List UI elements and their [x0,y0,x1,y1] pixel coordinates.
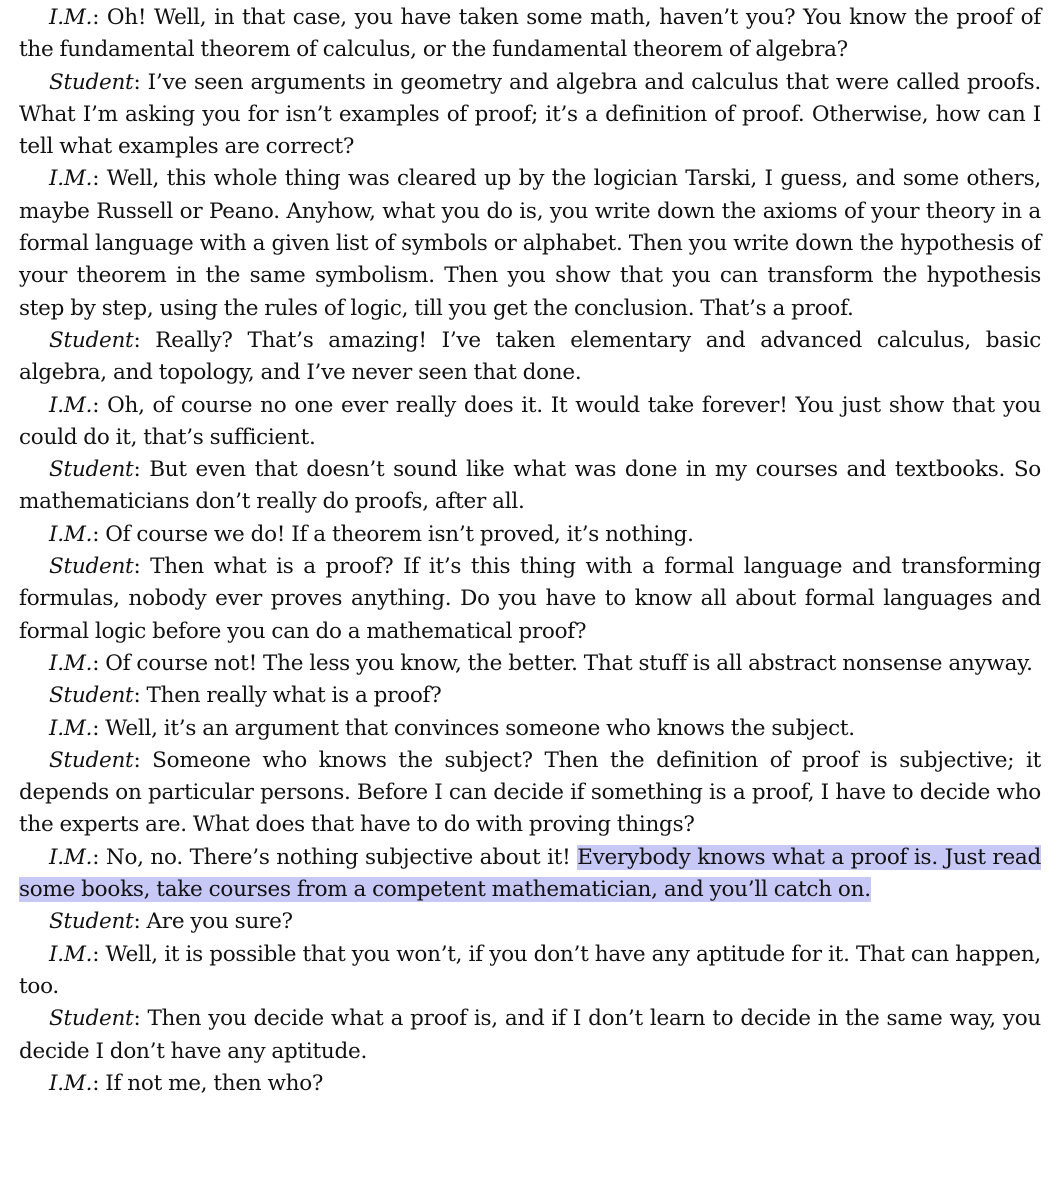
speaker-separator: : [92,392,108,418]
speaker-separator: : [133,1006,148,1032]
speaker-label: I.M. [49,844,93,870]
paragraph-text: Are you sure? [146,909,293,935]
paragraph-text: Then you decide what a proof is, and if I don’t learn to decide in the same way, you decide I don’t have any aptitude. [19,1006,1041,1064]
paragraph-text: No, no. There’s nothing subjective about it! [105,844,578,870]
speaker-label: I.M. [49,1070,93,1096]
paragraph-text: Oh, of course no one ever really does it. It would take forever! You just show that you could do it, that’s sufficient. [19,392,1042,450]
speaker-label: I.M. [49,392,93,418]
dialogue-paragraph [19,680,1041,712]
dialogue-paragraph [19,1003,1041,1068]
dialogue-paragraph [19,713,1041,745]
paragraph-text: Someone who knows the subject? Then the definition of proof is subjective; it depends on particular persons. Before I can decide if something is a proof, I have to decide who the experts are. What does that have to do with proving things? [19,747,1041,838]
dialogue-paragraph [19,390,1041,455]
dialogue-paragraph [19,842,1041,907]
speaker-label: Student [49,683,134,709]
document-page [19,2,1041,1100]
dialogue-paragraph [19,648,1041,680]
speaker-label: Student [49,909,134,935]
speaker-separator: : [92,941,106,967]
speaker-label: Student [49,457,134,483]
paragraph-text: Of course we do! If a theorem isn’t proved, it’s nothing. [105,521,694,547]
dialogue-paragraph [19,325,1041,390]
paragraph-text: I’ve seen arguments in geometry and algebra and calculus that were called proofs. What I’m asking you for isn’t examples of proof; it’s a definition of proof. Otherwise, how can I tell what examples are correct? [19,69,1042,160]
speaker-separator: : [92,5,107,30]
dialogue-paragraph [19,1068,1041,1100]
speaker-label: I.M. [49,715,93,741]
dialogue-paragraph [19,519,1041,551]
speaker-label: I.M. [49,941,93,967]
speaker-separator: : [92,715,106,741]
dialogue-paragraph [19,2,1041,67]
speaker-label: I.M. [49,650,93,676]
paragraph-text: But even that doesn’t sound like what was done in my courses and textbooks. So mathematicians don’t really do proofs, after all. [19,457,1042,515]
paragraph-text: Really? That’s amazing! I’ve taken elementary and advanced calculus, basic algebra, and topology, and I’ve never seen that done. [19,327,1041,386]
paragraph-text: Well, it is possible that you won’t, if you don’t have any aptitude for it. That can happen, too. [19,941,1041,999]
speaker-separator: : [133,683,147,709]
speaker-label: I.M. [49,5,93,30]
speaker-label: Student [49,1006,134,1032]
speaker-separator: : [133,554,151,580]
dialogue-paragraph [19,745,1041,842]
speaker-separator: : [133,747,153,773]
dialogue-paragraph [19,67,1041,164]
dialogue-paragraph [19,163,1041,324]
speaker-separator: : [92,1070,106,1096]
speaker-separator: : [133,327,156,353]
speaker-label: Student [49,554,134,580]
dialogue-paragraph [19,906,1041,938]
speaker-separator: : [92,650,106,676]
paragraph-text: Well, it’s an argument that convinces someone who knows the subject. [105,715,855,741]
speaker-separator: : [133,457,150,483]
speaker-label: I.M. [49,166,93,192]
speaker-separator: : [133,909,147,935]
speaker-separator: : [92,166,107,192]
dialogue-paragraph [19,551,1041,648]
speaker-label: Student [49,69,134,95]
highlighted-text[interactable]: Everybody knows what a proof is. Just read some books, take courses from a competent mathematician, and you’ll catch on. [19,844,1042,903]
dialogue-paragraph [19,454,1041,519]
speaker-label: I.M. [49,521,93,547]
dialogue-paragraph [19,939,1041,1004]
paragraph-text: Then what is a proof? If it’s this thing with a formal language and transforming formulas, nobody ever proves anything. Do you have to know all about formal languages and formal logic before you can do a mathematical proof? [19,554,1041,644]
paragraph-text: Well, this whole thing was cleared up by the logician Tarski, I guess, and some others, maybe Russell or Peano. Anyhow, what you do is, you write down the axioms of your theory in a formal language with a given list of symbols or alphabet. Then you write down the hypothesis of your theorem in the same symbolism. Then you show that you can transform the hypothesis step by step, using the rules of logic, till you get the conclusion. That’s a proof. [19,166,1042,321]
paragraph-text: If not me, then who? [105,1070,324,1096]
speaker-separator: : [92,844,106,870]
speaker-label: Student [49,747,134,773]
paragraph-text: Oh! Well, in that case, you have taken some math, haven’t you? You know the proof of the fundamental theorem of calculus, or the fundamental theorem of algebra? [19,5,1041,63]
paragraph-text: Of course not! The less you know, the better. That stuff is all abstract nonsense anyway. [105,650,1033,676]
speaker-separator: : [133,69,148,95]
paragraph-text: Then really what is a proof? [146,683,442,709]
speaker-label: Student [49,327,134,353]
speaker-separator: : [92,521,106,547]
